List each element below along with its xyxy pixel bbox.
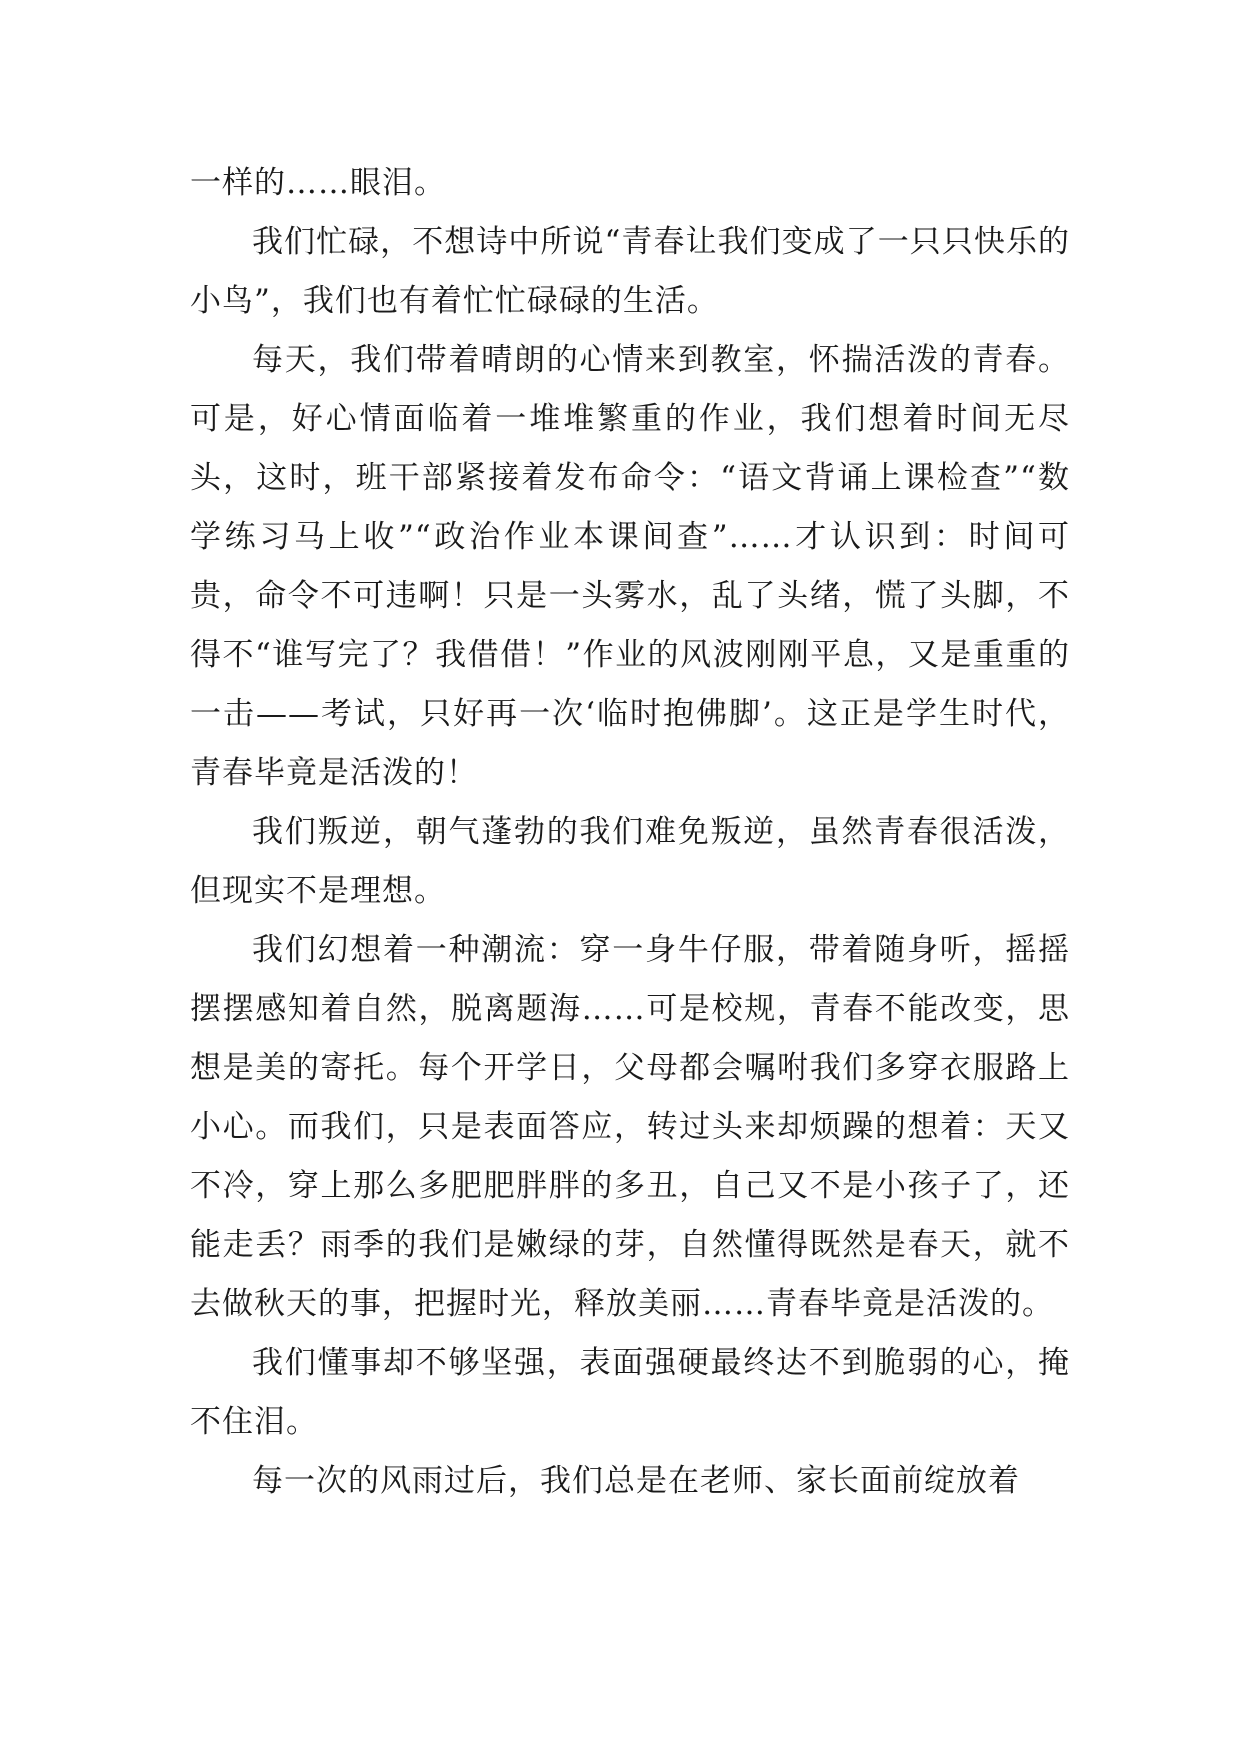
paragraph-1: 一样的……眼泪。 — [190, 165, 446, 201]
paragraph-7: 每一次的风雨过后，我们总是在老师、家长面前绽放着 — [252, 1463, 1020, 1499]
paragraph-2: 我们忙碌，不想诗中所说“青春让我们变成了一只只快乐的小鸟”，我们也有着忙忙碌碌的生活。 — [190, 224, 1070, 319]
paragraph-4: 我们叛逆，朝气蓬勃的我们难免叛逆，虽然青春很活泼，但现实不是理想。 — [190, 814, 1070, 909]
paragraph-6: 我们懂事却不够坚强，表面强硬最终达不到脆弱的心，掩不住泪。 — [190, 1345, 1070, 1440]
paragraph-3: 每天，我们带着晴朗的心情来到教室，怀揣活泼的青春。可是，好心情面临着一堆堆繁重的作业，我们想着时间无尽头，这时，班干部紧接着发布命令：“语文背诵上课检查”“数学练习马上收”“政治作业本课间查”……才认识到：时间可贵，命令不可违啊！只是一头雾水，乱了头绪，慌了头脚，不得不“谁写完了？我借借！”作业的风波刚刚平息，又是重重的一击——考试，只好再一次‘临时抱佛脚’。这正是学生时代，青春毕竟是活泼的！ — [190, 342, 1070, 791]
paragraph-5: 我们幻想着一种潮流：穿一身牛仔服，带着随身听，摇摇摆摆感知着自然，脱离题海……可是校规，青春不能改变，思想是美的寄托。每个开学日，父母都会嘱咐我们多穿衣服路上小心。而我们，只是表面答应，转过头来却烦躁的想着：天又不冷，穿上那么多肥肥胖胖的多丑，自己又不是小孩子了，还能走丢？雨季的我们是嫩绿的芽，自然懂得既然是春天，就不去做秋天的事，把握时光，释放美丽……青春毕竟是活泼的。 — [190, 932, 1070, 1322]
body-text — [190, 154, 1070, 1511]
